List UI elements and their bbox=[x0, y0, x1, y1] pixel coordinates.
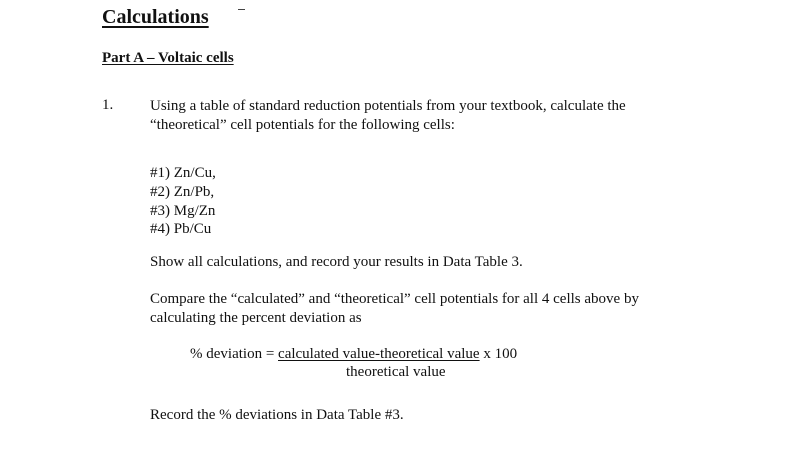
cell-list-item: #3) Mg/Zn bbox=[150, 203, 216, 219]
formula-numerator: calculated value-theoretical value bbox=[278, 346, 480, 362]
instruction-line-2: “theoretical” cell potentials for the following cells: bbox=[150, 117, 455, 133]
formula-lhs: % deviation = bbox=[190, 346, 279, 362]
formula-denominator: theoretical value bbox=[346, 364, 446, 380]
cell-list-item: #1) Zn/Cu, bbox=[150, 165, 216, 181]
record-deviations-text: Record the % deviations in Data Table #3. bbox=[150, 407, 404, 423]
formula-numerator-line bbox=[190, 346, 517, 363]
show-calculations-text: Show all calculations, and record your results in Data Table 3. bbox=[150, 254, 523, 270]
section-heading: Part A – Voltaic cells bbox=[102, 50, 234, 66]
stray-mark bbox=[238, 9, 245, 10]
page-title: Calculations bbox=[102, 6, 209, 28]
cell-list-item: #2) Zn/Pb, bbox=[150, 184, 215, 200]
compare-line-2: calculating the percent deviation as bbox=[150, 310, 362, 326]
formula-multiplier: x 100 bbox=[479, 346, 518, 362]
compare-line-1: Compare the “calculated” and “theoretical” cell potentials for all 4 cells above by bbox=[150, 291, 639, 307]
cell-list-item: #4) Pb/Cu bbox=[150, 221, 212, 237]
instruction-line-1: Using a table of standard reduction potentials from your textbook, calculate the bbox=[150, 98, 626, 114]
item-number: 1. bbox=[102, 97, 114, 113]
